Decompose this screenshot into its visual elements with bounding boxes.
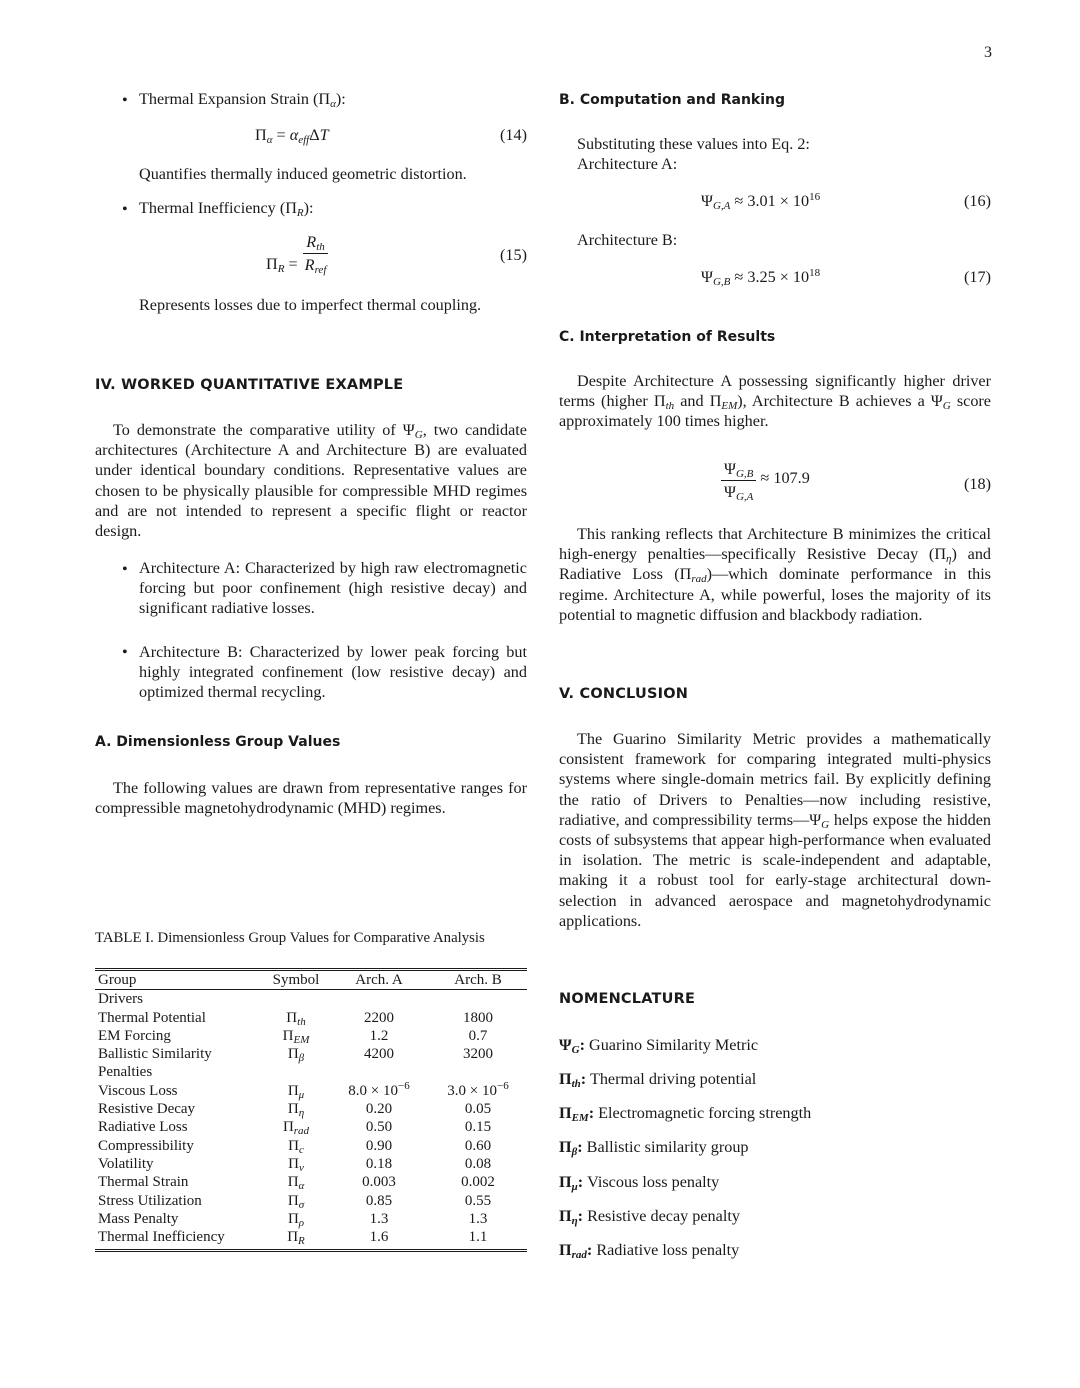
symbol-cell: $\Pi_\eta$ xyxy=(287,1101,305,1120)
equation-number: (14) xyxy=(500,126,527,144)
alpha-description: Quantifies thermally induced geometric distortion. xyxy=(139,165,467,183)
equation-body: $\Psi_{G,A} \approx 3.01 \times 10^{16}$ xyxy=(701,191,821,212)
R-description: Represents losses due to imperfect thermal coupling. xyxy=(139,296,482,314)
page-number: 3 xyxy=(984,44,992,61)
equation-body: $\Pi_R$ = $\frac{R_{th}}{R_{ref}}$ xyxy=(266,233,327,276)
symbol-cell: $\Pi_\beta$ xyxy=(287,1046,305,1065)
symbol-cell: $\Pi_v$ xyxy=(288,1155,304,1174)
table-header-row xyxy=(95,971,527,989)
nomenclature-item: $\Pi_\mu$: Viscous loss penalty xyxy=(559,1173,720,1193)
section-iv-paragraph: To demonstrate the comparative utility of $\Psi_G$, two candidate architectures (Architecture A and Architecture B) are evaluated under identical boundary conditions. Representative values are chosen to be physically plausible for compressible MHD regimes and are not intended to represent a specific flight or reactor design. xyxy=(95,421,527,541)
table-row: Mass Penalty $\Pi_\rho$ 1.3 1.3 xyxy=(98,1210,488,1229)
equation-17 xyxy=(559,267,991,291)
table-row: Radiative Loss $\Pi_{rad}$ 0.50 0.15 xyxy=(98,1119,492,1138)
architecture-b-item: Architecture B: Characterized by lower peak forcing but highly integrated confinement (low resistive decay) and optimized thermal recycling. xyxy=(139,643,527,702)
nomenclature-item: $\Pi_{rad}$: Radiative loss penalty xyxy=(559,1241,740,1261)
equation-body: $\frac{\Psi_{G,B}}{\Psi_{G,A}}$ ≈ 107.9 xyxy=(721,460,810,501)
bullet-marker: • xyxy=(122,200,128,218)
subsection-b-text-3: Architecture B: xyxy=(577,231,678,249)
table-row: Viscous Loss $\Pi_\mu$ $8.0 \times 10^{-6}$ $3.0 \times 10^{-6}$ xyxy=(98,1079,509,1101)
table-caption: TABLE I. Dimensionless Group Values for Comparative Analysis xyxy=(95,930,485,946)
symbol-cell: $\Pi_\rho$ xyxy=(287,1210,305,1229)
subsection-a-title: A. Dimensionless Group Values xyxy=(95,734,341,750)
nomenclature-item: $\Pi_\beta$: Ballistic similarity group xyxy=(559,1138,749,1158)
symbol-cell: $\Pi_\alpha$ xyxy=(287,1174,305,1193)
subsection-c-title: C. Interpretation of Results xyxy=(559,329,776,345)
section-v-title: V. CONCLUSION xyxy=(559,686,689,702)
bullet-marker: • xyxy=(122,643,128,661)
subsection-b-text-1: Substituting these values into Eq. 2: xyxy=(577,135,810,153)
table-row-penalties-label xyxy=(95,1063,527,1081)
equation-14 xyxy=(95,125,527,149)
table-row: Thermal Strain $\Pi_\alpha$ 0.003 0.002 xyxy=(98,1174,495,1193)
category-label: Drivers xyxy=(98,991,143,1008)
nomenclature-item: $\Pi_{EM}$: Electromagnetic forcing strength xyxy=(559,1104,812,1124)
nomenclature-item: $\Pi_{th}$: Thermal driving potential xyxy=(559,1070,757,1090)
bullet-thermal-inefficiency: Thermal Inefficiency $(\Pi_R)$: xyxy=(139,199,314,219)
table-row: Compressibility $\Pi_c$ 0.90 0.60 xyxy=(98,1137,492,1156)
subsection-c-paragraph-2: This ranking reflects that Architecture B minimizes the critical high-energy penalties—specifically Resistive Decay $(\Pi_\eta)$ and Radiative Loss $(\Pi_{rad})—which$ dominate performance in this regime. Architecture A, while powerful, loses the majority of its potential to magnetic diffusion and blackbody radiation. xyxy=(559,525,992,624)
table-row-drivers-label xyxy=(95,990,527,1008)
equation-18 xyxy=(559,460,991,506)
symbol-cell: $\Pi_\mu$ xyxy=(287,1082,305,1101)
table-row: Volatility $\Pi_v$ 0.18 0.08 xyxy=(98,1155,492,1174)
table-row: Ballistic Similarity $\Pi_\beta$ 4200 3200 xyxy=(98,1046,493,1065)
table-bottom-rule xyxy=(95,1249,527,1252)
bullet-label: Thermal Inefficiency xyxy=(139,199,276,217)
table-row: EM Forcing $\Pi_{EM}$ 1.2 0.7 xyxy=(98,1027,488,1046)
symbol-cell: $\Pi_{EM}$ xyxy=(282,1027,310,1046)
category-label: Penalties xyxy=(98,1064,153,1081)
equation-16 xyxy=(559,191,991,215)
equation-number: (16) xyxy=(964,192,991,210)
symbol-cell: $\Pi_R$ xyxy=(287,1229,305,1248)
header-group: Group xyxy=(98,972,137,988)
bullet-label: Thermal Expansion Strain xyxy=(139,90,309,108)
table-row: Thermal Potential $\Pi_{th}$ 2200 1800 xyxy=(98,1009,493,1028)
header-arch-b: Arch. B xyxy=(454,972,502,988)
table-row: Stress Utilization $\Pi_\sigma$ 0.85 0.55 xyxy=(98,1192,492,1211)
subsection-b-title: B. Computation and Ranking xyxy=(559,92,786,108)
architecture-a-item: Architecture A: Characterized by high raw electromagnetic forcing but poor confinement (high resistive decay) and significant radiative losses. xyxy=(139,559,527,618)
equation-number: (17) xyxy=(964,268,991,286)
bullet-marker: • xyxy=(122,91,128,109)
subsection-a-paragraph: The following values are drawn from representative ranges for compressible magnetohydrodynamic (MHD) regimes. xyxy=(95,779,527,818)
symbol-cell: $\Pi_c$ xyxy=(288,1137,304,1156)
equation-number: (15) xyxy=(500,246,527,264)
bullet-thermal-expansion: Thermal Expansion Strain $(\Pi_\alpha)$: xyxy=(139,90,346,110)
subsection-c-paragraph-1: Despite Architecture A possessing significantly higher driver terms (higher $\Pi_{th}$ and $\Pi_{EM}$), Architecture B achieves a $\Psi_G$ score approximately 100 times higher. xyxy=(559,372,991,431)
table-row: Thermal Inefficiency $\Pi_R$ 1.6 1.1 xyxy=(98,1229,488,1248)
symbol-cell: $\Pi_{rad}$ xyxy=(282,1119,310,1138)
equation-15 xyxy=(95,233,527,277)
conclusion-paragraph: The Guarino Similarity Metric provides a mathematically consistent framework for comparing integrated multi-physics systems where single-domain metrics fail. By explicitly defining the ratio of Drivers to Penalties—now including resistive, radiative, and compressibility $terms—\Psi_G$ helps expose the hidden costs of subsystems that appear high-performance when evaluated in isolation. The metric is scale-independent and adaptable, making it a robust tool for early-stage architectural down-selection in advanced aerospace and magnetohydrodynamic applications. xyxy=(559,730,992,930)
symbol-cell: $\Pi_{th}$ xyxy=(286,1009,306,1028)
nomenclature-title: NOMENCLATURE xyxy=(559,991,696,1007)
subsection-b-text-2: Architecture A: xyxy=(577,155,678,173)
equation-body: $\Psi_{G,B} \approx 3.25 \times 10^{18}$ xyxy=(701,267,821,288)
header-symbol: Symbol xyxy=(272,972,320,988)
symbol-cell: $\Pi_\sigma$ xyxy=(287,1192,305,1211)
bullet-marker: • xyxy=(122,560,128,578)
nomenclature-item: $\Psi_G$: Guarino Similarity Metric xyxy=(559,1036,759,1056)
equation-body: $\Pi_\alpha = \alpha_{eff}\Delta T$ xyxy=(255,126,329,146)
table-row: Resistive Decay $\Pi_\eta$ 0.20 0.05 xyxy=(98,1101,492,1120)
table-1 xyxy=(95,968,527,1252)
table-body xyxy=(95,971,527,1246)
section-iv-title: IV. WORKED QUANTITATIVE EXAMPLE xyxy=(95,377,404,393)
equation-number: (18) xyxy=(964,475,991,493)
nomenclature-item: $\Pi_\eta$: Resistive decay penalty xyxy=(559,1207,740,1227)
header-arch-a: Arch. A xyxy=(355,972,403,988)
